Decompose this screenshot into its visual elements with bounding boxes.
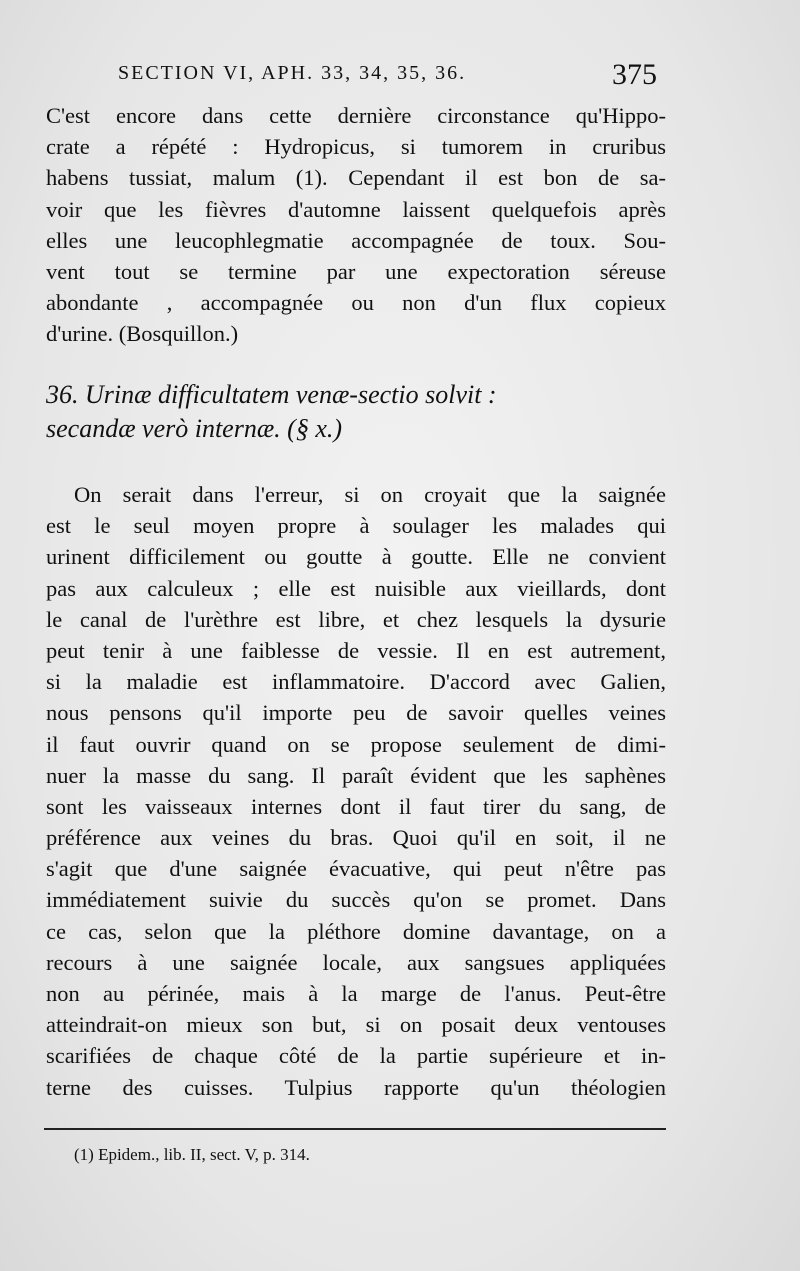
aphorism-line: 36. Urinæ difficultatem venæ-sectio solvit : [46, 380, 497, 409]
text-line: habens tussiat, malum (1). Cependant il est bon de sa- [46, 165, 666, 191]
aphorism-36 [46, 378, 666, 446]
text-line: atteindrait-on mieux son but, si on posait deux ventouses [46, 1012, 666, 1038]
text-line: s'agit que d'une saignée évacuative, qui peut n'être pas [46, 856, 666, 882]
page-number: 375 [612, 58, 657, 91]
aphorism-line: secandæ verò internæ. (§ x.) [46, 414, 343, 443]
page-header [0, 58, 800, 98]
running-head: SECTION VI, APH. 33, 34, 35, 36. [118, 62, 467, 84]
text-line: non au périnée, mais à la marge de l'anus. Peut-être [46, 981, 666, 1006]
paragraph-bosquillon [46, 100, 666, 350]
text-line: voir que les fièvres d'automne laissent quelquefois après [46, 196, 666, 222]
text-line: scarifiées de chaque côté de la partie supérieure et in- [46, 1043, 666, 1069]
text-line: terne des cuisses. Tulpius rapporte qu'un théologien [46, 1074, 666, 1100]
text-line: est le seul moyen propre à soulager les malades qui [46, 513, 666, 539]
text-line: urinent difficilement ou goutte à goutte. Elle ne convient [46, 544, 666, 570]
footnote-divider [44, 1128, 666, 1130]
text-line: abondante , accompagnée ou non d'un flux copieux [46, 290, 666, 316]
text-line: nuer la masse du sang. Il paraît évident que les saphènes [46, 762, 666, 788]
text-line: crate a répété : Hydropicus, si tumorem in cruribus [46, 134, 666, 160]
text-line: pas aux calculeux ; elle est nuisible aux vieillards, dont [46, 575, 666, 601]
footnote: (1) Epidem., lib. II, sect. V, p. 314. [74, 1145, 310, 1164]
text-line: le canal de l'urèthre est libre, et chez lesquels la dysurie [46, 606, 666, 632]
text-line: préférence aux veines du bras. Quoi qu'il en soit, il ne [46, 825, 666, 851]
text-line: nous pensons qu'il importe peu de savoir quelles veines [46, 700, 666, 726]
text-line: sont les vaisseaux internes dont il faut tirer du sang, de [46, 793, 666, 819]
text-line: On serait dans l'erreur, si on croyait que la saignée [74, 482, 666, 507]
text-line: C'est encore dans cette dernière circonstance qu'Hippo- [46, 103, 666, 128]
text-line: recours à une saignée locale, aux sangsues appliquées [46, 949, 666, 975]
text-line: vent tout se termine par une expectoration séreuse [46, 258, 666, 284]
text-line: si la maladie est inflammatoire. D'accord avec Galien, [46, 669, 666, 695]
text-line: ce cas, selon que la pléthore domine davantage, on a [46, 918, 666, 944]
text-line: immédiatement suivie du succès qu'on se promet. Dans [46, 887, 666, 913]
text-line: il faut ouvrir quand on se propose seulement de dimi- [46, 731, 666, 757]
paragraph-commentary [46, 479, 666, 1103]
text-line: peut tenir à une faiblesse de vessie. Il en est autrement, [46, 637, 666, 663]
text-line: elles une leucophlegmatie accompagnée de toux. Sou- [46, 227, 666, 253]
text-line: d'urine. (Bosquillon.) [46, 321, 239, 347]
